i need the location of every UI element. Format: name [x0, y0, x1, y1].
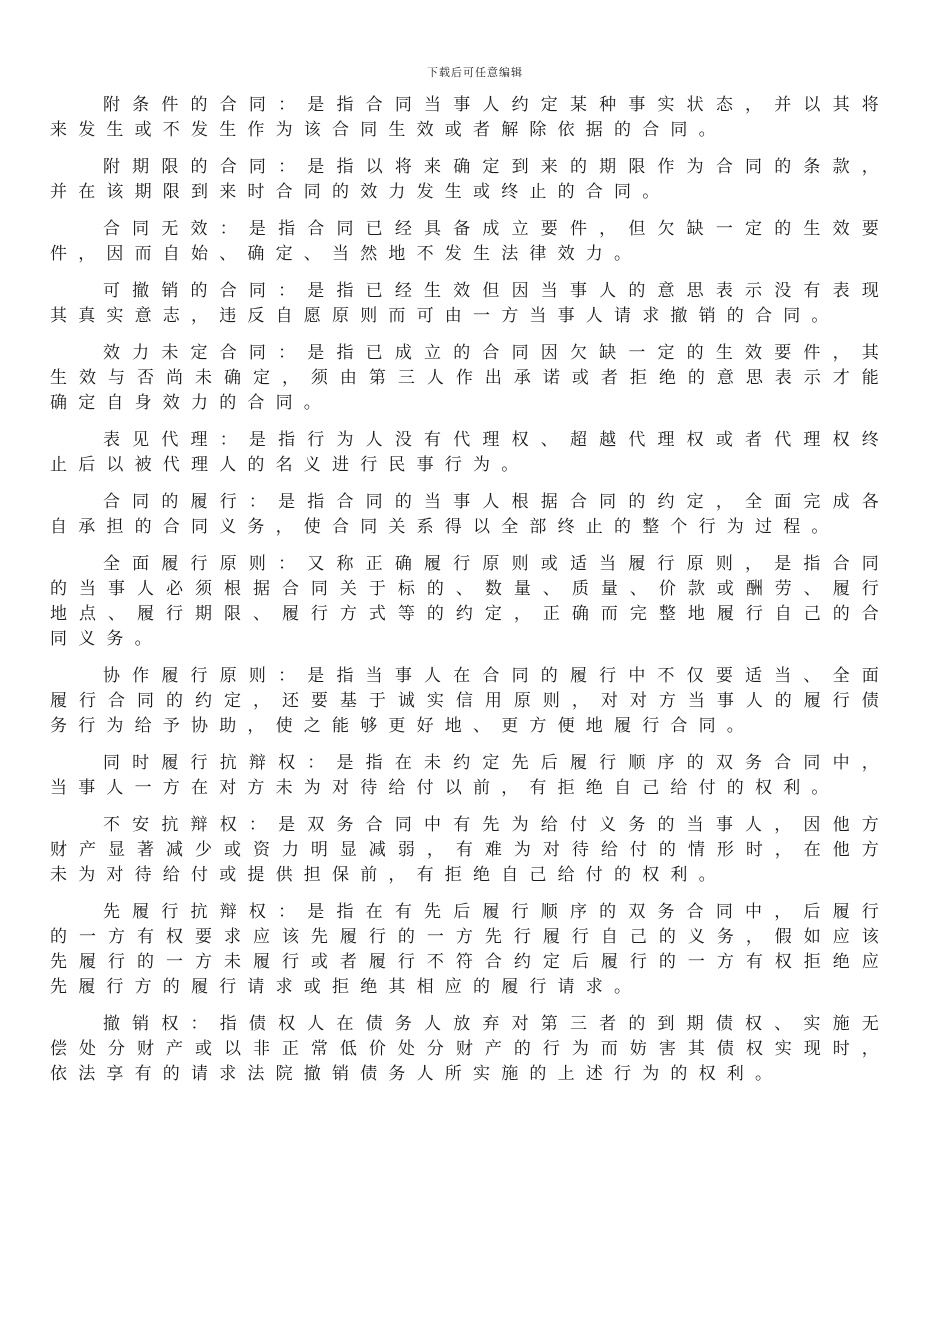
paragraph-cooperative-performance: 协作履行原则：是指当事人在合同的履行中不仅要适当、全面履行合同的约定，还要基于诚实信用原则，对对方当事人的履行债务行为给予协助，使之能够更好地、更方便地履行合同。	[50, 666, 890, 736]
page-header: 下载后可任意编辑	[427, 66, 523, 79]
paragraph-pending-contract: 效力未定合同：是指已成立的合同因欠缺一定的生效要件，其生效与否尚未确定，须由第三人作出承诺或者拒绝的意思表示才能确定自身效力的合同。	[50, 343, 890, 413]
paragraph-void-contract: 合同无效：是指合同已经具备成立要件，但欠缺一定的生效要件，因而自始、确定、当然地不发生法律效力。	[50, 219, 890, 264]
paragraph-conditional-contract: 附条件的合同：是指合同当事人约定某种事实状态，并以其将来发生或不发生作为该合同生效或者解除依据的合同。	[50, 95, 890, 140]
document-body	[50, 93, 890, 1099]
paragraph-insecurity-defense: 不安抗辩权：是双务合同中有先为给付义务的当事人，因他方财产显著减少或资力明显减弱，有难为对待给付的情形时，在他方未为对待给付或提供担保前，有拒绝自己给付的权利。	[50, 815, 890, 885]
paragraph-right-of-revocation: 撤销权：指债权人在债务人放弃对第三者的到期债权、实施无偿处分财产或以非正常低价处分财产的行为而妨害其债权实现时，依法享有的请求法院撤销债务人所实施的上述行为的权利。	[50, 1014, 890, 1084]
paragraph-prior-performance-defense: 先履行抗辩权：是指在有先后履行顺序的双务合同中，后履行的一方有权要求应该先履行的一方先行履行自己的义务，假如应该先履行的一方未履行或者履行不符合约定后履行的一方有权拒绝应先履行方的履行请求或拒绝其相应的履行请求。	[50, 902, 890, 997]
paragraph-simultaneous-defense: 同时履行抗辩权：是指在未约定先后履行顺序的双务合同中，当事人一方在对方未为对待给付以前，有拒绝自己给付的权利。	[50, 753, 890, 798]
paragraph-contract-performance: 合同的履行：是指合同的当事人根据合同的约定，全面完成各自承担的合同义务，使合同关系得以全部终止的整个行为过程。	[50, 492, 890, 537]
paragraph-revocable-contract: 可撤销的合同：是指已经生效但因当事人的意思表示没有表现其真实意志，违反自愿原则而可由一方当事人请求撤销的合同。	[50, 281, 890, 326]
paragraph-full-performance: 全面履行原则：又称正确履行原则或适当履行原则，是指合同的当事人必须根据合同关于标的、数量、质量、价款或酬劳、履行地点、履行期限、履行方式等的约定，正确而完整地履行自己的合同义务。	[50, 554, 890, 649]
paragraph-apparent-agency: 表见代理：是指行为人没有代理权、超越代理权或者代理权终止后以被代理人的名义进行民事行为。	[50, 430, 890, 475]
paragraph-term-contract: 附期限的合同：是指以将来确定到来的期限作为合同的条款，并在该期限到来时合同的效力发生或终止的合同。	[50, 157, 890, 202]
